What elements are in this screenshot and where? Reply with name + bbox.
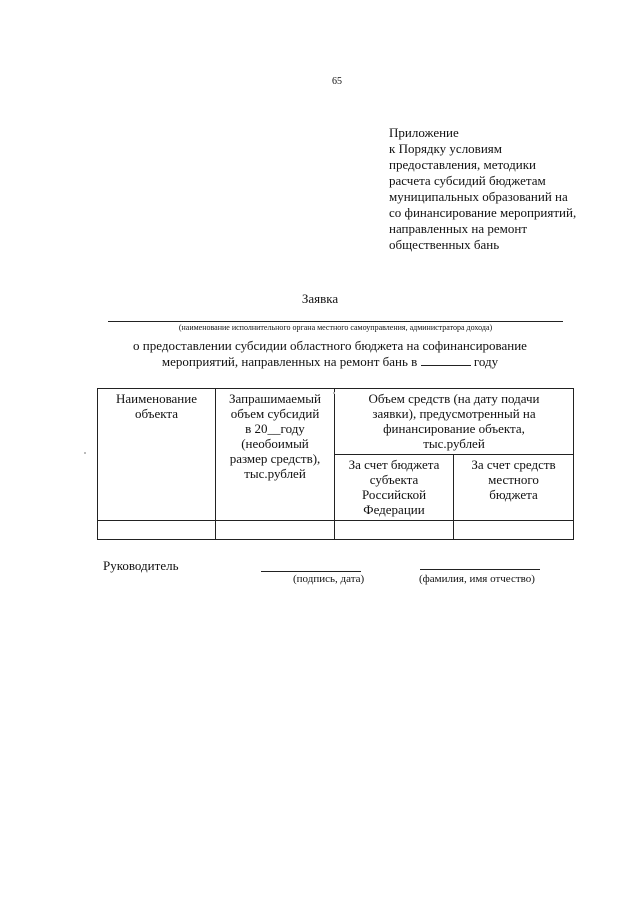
organization-name-line bbox=[108, 321, 563, 322]
table-cell[interactable] bbox=[454, 521, 574, 540]
header-text: тыс.рублей bbox=[423, 436, 485, 451]
appendix-line: муниципальных образований на bbox=[389, 189, 568, 204]
header-text: тыс.рублей bbox=[244, 466, 306, 481]
year-blank bbox=[421, 354, 471, 366]
full-name-line[interactable] bbox=[420, 569, 540, 570]
purpose-line-2 bbox=[100, 354, 560, 370]
header-object-name bbox=[98, 389, 216, 521]
scan-speck bbox=[84, 452, 86, 454]
signature-caption: (подпись, дата) bbox=[293, 573, 365, 585]
signer-label: Руководитель bbox=[103, 558, 179, 573]
header-text: объекта bbox=[134, 406, 179, 421]
header-text: размер средств), bbox=[229, 451, 321, 466]
appendix-line: Приложение bbox=[389, 125, 459, 140]
full-name-caption: (фамилия, имя отчество) bbox=[419, 573, 535, 585]
header-text: Наименование bbox=[116, 391, 197, 406]
appendix-line: со финансирование мероприятий, bbox=[389, 205, 577, 220]
header-text: объем субсидий bbox=[230, 406, 320, 421]
header-text: заявки), предусмотренный на bbox=[372, 406, 536, 421]
header-text: субъекта bbox=[369, 472, 419, 487]
appendix-block bbox=[389, 125, 629, 253]
table-row bbox=[98, 521, 574, 540]
organization-caption: (наименование исполнительного органа местного самоуправления, администратора дохода) bbox=[178, 323, 493, 332]
appendix-line: расчета субсидий бюджетам bbox=[389, 173, 546, 188]
page-number: 65 bbox=[332, 76, 342, 87]
header-text: Объем средств (на дату подачи bbox=[368, 391, 540, 406]
header-text: местного bbox=[488, 472, 539, 487]
table-cell[interactable] bbox=[98, 521, 216, 540]
header-text: Российской bbox=[361, 487, 427, 502]
signature-line[interactable] bbox=[261, 571, 361, 572]
header-text: (необоимый bbox=[241, 436, 309, 451]
table-cell[interactable] bbox=[335, 521, 454, 540]
table-header-row bbox=[98, 389, 574, 455]
header-text: в 20__году bbox=[245, 421, 305, 436]
table-cell[interactable] bbox=[216, 521, 335, 540]
appendix-line: направленных на ремонт bbox=[389, 221, 528, 236]
request-table bbox=[97, 388, 574, 540]
header-text: Запрашимаемый bbox=[229, 391, 321, 406]
scan-speck bbox=[333, 392, 335, 394]
appendix-line: общественных бань bbox=[389, 237, 500, 252]
header-text: финансирование объекта, bbox=[383, 421, 525, 436]
header-text: бюджета bbox=[489, 487, 538, 502]
appendix-line: к Порядку условиям bbox=[389, 141, 502, 156]
document-title: Заявка bbox=[301, 291, 339, 306]
header-federal-subject-budget bbox=[335, 455, 454, 521]
header-requested-subsidy bbox=[216, 389, 335, 521]
appendix-line: предоставления, методики bbox=[389, 157, 536, 172]
header-text: За счет средств bbox=[471, 457, 556, 472]
header-local-budget bbox=[454, 455, 574, 521]
purpose-text bbox=[100, 338, 560, 370]
purpose-line-2-start: мероприятий, направленных на ремонт бань в bbox=[161, 354, 418, 369]
purpose-line-1: о предоставлении субсидии областного бюджета на софинансирование bbox=[133, 338, 527, 353]
purpose-line-2-end: году bbox=[473, 354, 499, 369]
header-funding-volume bbox=[335, 389, 574, 455]
header-text: Федерации bbox=[363, 502, 425, 517]
header-text: За счет бюджета bbox=[348, 457, 440, 472]
